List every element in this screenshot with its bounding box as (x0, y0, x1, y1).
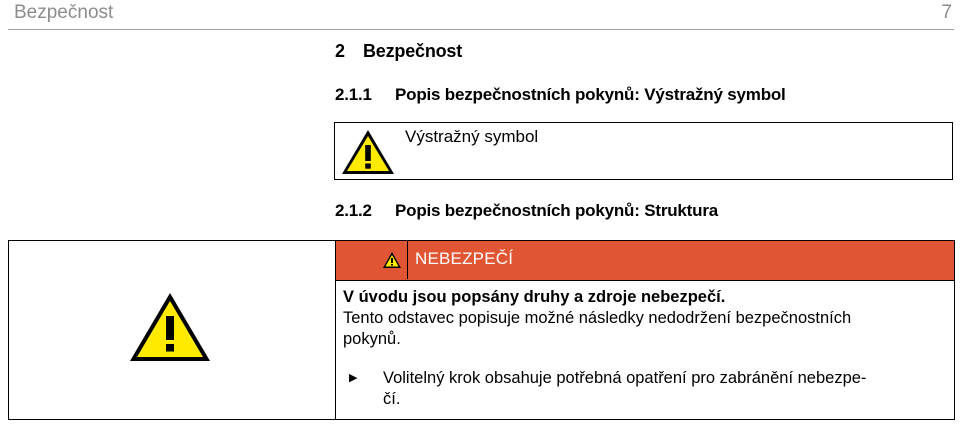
hazard-description: V úvodu jsou popsány druhy a zdroje nebezpečí. (343, 288, 726, 306)
page-number: 7 (941, 2, 952, 23)
warning-symbol-table (334, 122, 953, 180)
subsection-title: Popis bezpečnostních pokynů: Struktura (395, 201, 718, 220)
step-marker: ▶ (349, 372, 358, 384)
warning-triangle-icon (128, 291, 212, 363)
page-header (0, 0, 960, 30)
consequence-line: Tento odstavec popisuje možné následky nedodržení bezpečnostních (343, 309, 852, 327)
warning-triangle-icon (382, 251, 402, 269)
step-text (383, 368, 866, 410)
warning-symbol-label: Výstražný symbol (405, 127, 539, 146)
subsection-heading-structure (335, 201, 718, 221)
step-line: čí. (383, 390, 401, 408)
danger-symbol-cell (9, 241, 336, 419)
consequence-line: pokynů. (343, 330, 401, 348)
subsection-number: 2.1.2 (335, 201, 372, 220)
subsection-heading-warning-symbol (335, 85, 786, 105)
section-heading (335, 41, 462, 62)
header-title: Bezpečnost (14, 2, 114, 23)
subsection-title: Popis bezpečnostních pokynů: Výstražný symbol (395, 85, 786, 104)
header-divider (8, 29, 954, 30)
danger-notice (8, 240, 955, 420)
subsection-number: 2.1.1 (335, 85, 372, 104)
warning-triangle-icon (339, 127, 397, 177)
danger-header-bar (336, 241, 954, 281)
section-number: 2 (335, 41, 345, 61)
step-line: Volitelný krok obsahuje potřebná opatření pro zabránění nebezpe- (383, 369, 867, 387)
section-title: Bezpečnost (363, 41, 463, 61)
signal-word: NEBEZPEČÍ (415, 249, 514, 268)
signal-icon-cell (376, 241, 408, 279)
danger-text (343, 287, 944, 350)
